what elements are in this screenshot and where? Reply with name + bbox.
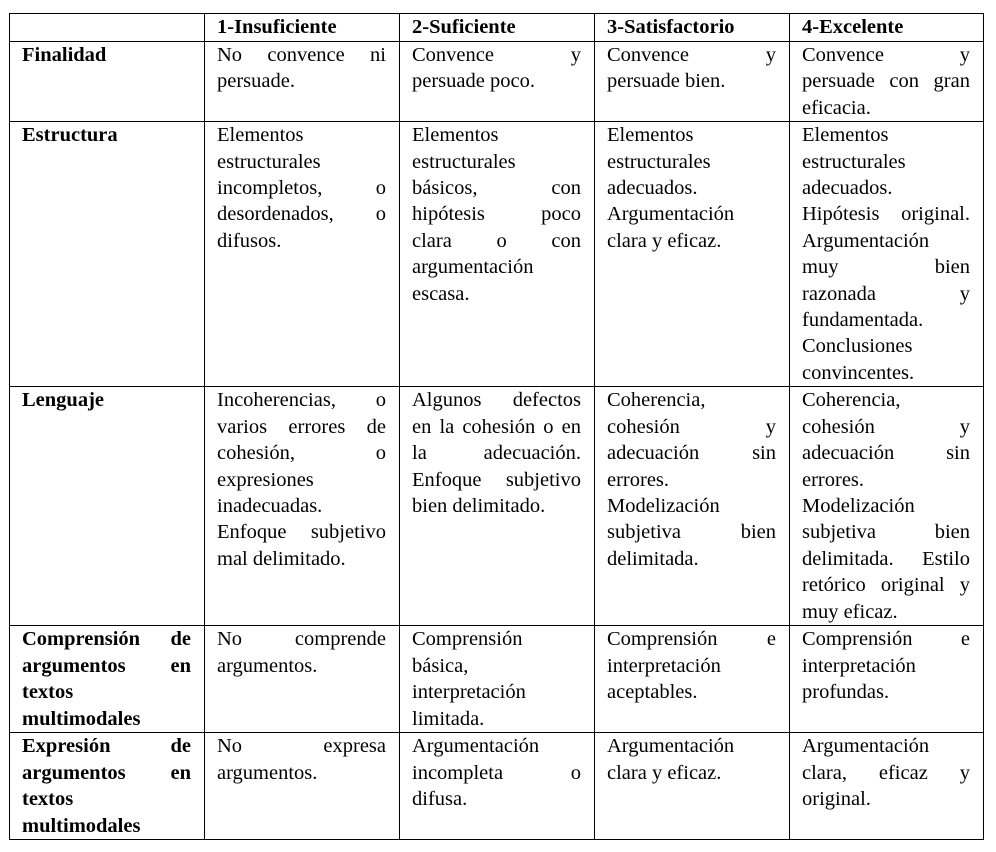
criterion-line: argumentos en xyxy=(22,761,191,784)
row-finalidad xyxy=(10,42,984,122)
level-1-line: Elementos xyxy=(217,124,304,147)
level-2-line: Convence y xyxy=(412,44,581,66)
level-2-line: estructurales xyxy=(412,150,516,173)
criterion-cell xyxy=(10,387,205,626)
level-1-cell xyxy=(205,733,400,840)
level-1-line: No comprende xyxy=(217,628,386,651)
level-2-line: argumentación xyxy=(412,256,534,279)
criterion-cell xyxy=(10,42,205,122)
criterion-line: Finalidad xyxy=(22,44,107,66)
criterion-line: textos xyxy=(22,681,74,704)
level-3-line: Elementos xyxy=(607,124,694,147)
level-2-line: la adecuación. xyxy=(412,442,581,465)
level-3-line: interpretación xyxy=(607,654,721,677)
level-4-line: Elementos xyxy=(802,124,889,147)
level-3-cell xyxy=(595,626,790,733)
level-4-line: errores. xyxy=(802,468,865,491)
level-1-line: argumentos. xyxy=(217,761,318,784)
level-4-line: muy bien xyxy=(802,256,970,279)
criterion-line: multimodales xyxy=(22,707,141,730)
level-4-line: razonada y xyxy=(802,282,970,305)
level-4-line: eficacia. xyxy=(802,96,871,119)
level-3-line: adecuación sin xyxy=(607,442,776,465)
level-4-line: estructurales xyxy=(802,150,906,173)
level-3-line: Coherencia, xyxy=(607,389,706,412)
level-2-line: básicos, con xyxy=(412,177,581,200)
level-3-cell xyxy=(595,122,790,387)
level-1-line: No expresa xyxy=(217,735,386,758)
level-4-cell xyxy=(790,42,984,122)
level-1-line: No convence ni xyxy=(217,44,386,66)
level-4-line: fundamentada. xyxy=(802,309,924,332)
level-1-line: cohesión, o xyxy=(217,442,386,465)
level-1-cell xyxy=(205,626,400,733)
level-2-line: difusa. xyxy=(412,788,468,811)
level-1-cell xyxy=(205,122,400,387)
level-2-line: interpretación xyxy=(412,681,526,704)
level-4-line: Convence y xyxy=(802,44,970,66)
rubric-body xyxy=(10,42,984,840)
row-expresion xyxy=(10,733,984,840)
level-4-line: adecuados. xyxy=(802,177,893,200)
level-4-line: Argumentación xyxy=(802,735,930,758)
level-4-cell xyxy=(790,733,984,840)
level-3-line: estructurales xyxy=(607,150,711,173)
level-1-line: expresiones xyxy=(217,468,314,491)
level-3-cell xyxy=(595,733,790,840)
level-4-line: convincentes. xyxy=(802,361,915,384)
level-4-line: profundas. xyxy=(802,681,890,704)
level-4-line: adecuación sin xyxy=(802,442,970,465)
level-4-line: Conclusiones xyxy=(802,335,913,358)
level-1-cell xyxy=(205,42,400,122)
level-3-line: aceptables. xyxy=(607,681,698,704)
criterion-cell xyxy=(10,733,205,840)
level-4-line: retórico original y xyxy=(802,574,970,597)
row-estructura xyxy=(10,122,984,387)
level-3-line: subjetiva bien xyxy=(607,521,776,544)
level-1-line: Enfoque subjetivo xyxy=(217,521,386,544)
level-3-line: errores. xyxy=(607,468,670,491)
level-2-line: incompleta o xyxy=(412,761,581,784)
criterion-line: argumentos en xyxy=(22,654,191,677)
criterion-line: Comprensión de xyxy=(22,628,191,651)
level-1-line: inadecuadas. xyxy=(217,494,323,517)
level-1-line: mal delimitado. xyxy=(217,547,346,570)
level-4-line: Modelización xyxy=(802,494,915,517)
level-2-line: escasa. xyxy=(412,282,470,305)
level-4-line: persuade con gran xyxy=(802,70,970,93)
level-4-line: cohesión y xyxy=(802,415,970,438)
criterion-line: textos xyxy=(22,788,74,811)
header-row xyxy=(10,14,984,42)
header-level-2: 2-Suficiente xyxy=(400,14,595,42)
level-2-cell xyxy=(400,626,595,733)
level-2-line: Comprensión xyxy=(412,628,523,651)
level-4-cell xyxy=(790,387,984,626)
level-1-line: estructurales xyxy=(217,150,321,173)
rubric-table xyxy=(9,13,984,840)
level-2-line: persuade poco. xyxy=(412,70,535,93)
level-2-line: Elementos xyxy=(412,124,499,147)
level-2-cell xyxy=(400,122,595,387)
level-1-line: Incoherencias, o xyxy=(217,389,386,412)
level-3-line: cohesión y xyxy=(607,415,776,438)
level-1-line: desordenados, o xyxy=(217,203,386,226)
criterion-line: multimodales xyxy=(22,814,141,837)
level-2-line: clara o con xyxy=(412,229,581,252)
header-level-1: 1-Insuficiente xyxy=(205,14,400,42)
criterion-line: Estructura xyxy=(22,124,118,147)
criterion-line: Expresión de xyxy=(22,735,191,758)
level-4-line: delimitada. Estilo xyxy=(802,547,970,570)
level-2-line: Argumentación xyxy=(412,735,540,758)
level-3-cell xyxy=(595,387,790,626)
rubric-header xyxy=(10,14,984,42)
level-3-line: Comprensión e xyxy=(607,628,776,651)
level-3-line: Modelización xyxy=(607,494,720,517)
level-2-line: en la cohesión o en xyxy=(412,415,581,438)
level-1-cell xyxy=(205,387,400,626)
level-3-line: delimitada. xyxy=(607,547,699,570)
header-level-3: 3-Satisfactorio xyxy=(595,14,790,42)
level-2-line: hipótesis poco xyxy=(412,203,581,226)
level-2-line: limitada. xyxy=(412,707,485,730)
header-corner xyxy=(10,14,205,42)
header-level-4: 4-Excelente xyxy=(790,14,984,42)
level-3-cell xyxy=(595,42,790,122)
level-3-line: clara y eficaz. xyxy=(607,229,722,252)
row-lenguaje xyxy=(10,387,984,626)
level-1-line: difusos. xyxy=(217,229,282,252)
level-4-line: Coherencia, xyxy=(802,389,901,412)
level-3-line: Convence y xyxy=(607,44,776,66)
level-2-cell xyxy=(400,733,595,840)
level-4-line: muy eficaz. xyxy=(802,600,898,623)
level-4-line: interpretación xyxy=(802,654,916,677)
level-4-line: original. xyxy=(802,788,871,811)
level-4-cell xyxy=(790,626,984,733)
level-3-line: clara y eficaz. xyxy=(607,761,722,784)
level-4-cell xyxy=(790,122,984,387)
level-2-line: Enfoque subjetivo xyxy=(412,468,581,491)
level-1-line: persuade. xyxy=(217,70,295,93)
level-4-line: Argumentación xyxy=(802,229,930,252)
criterion-cell xyxy=(10,626,205,733)
level-2-cell xyxy=(400,387,595,626)
level-1-line: argumentos. xyxy=(217,654,318,677)
level-2-line: bien delimitado. xyxy=(412,494,546,517)
criterion-line: Lenguaje xyxy=(22,389,104,412)
level-2-line: básica, xyxy=(412,654,469,677)
level-4-line: Comprensión e xyxy=(802,628,970,651)
level-1-line: varios errores de xyxy=(217,415,386,438)
row-comprension xyxy=(10,626,984,733)
criterion-cell xyxy=(10,122,205,387)
level-1-line: incompletos, o xyxy=(217,177,386,200)
level-4-line: clara, eficaz y xyxy=(802,761,970,784)
level-4-line: Hipótesis original. xyxy=(802,203,970,226)
level-3-line: Argumentación xyxy=(607,735,735,758)
level-3-line: adecuados. xyxy=(607,177,698,200)
level-2-line: Algunos defectos xyxy=(412,389,581,412)
level-3-line: persuade bien. xyxy=(607,70,726,93)
level-4-line: subjetiva bien xyxy=(802,521,970,544)
level-3-line: Argumentación xyxy=(607,203,735,226)
level-2-cell xyxy=(400,42,595,122)
